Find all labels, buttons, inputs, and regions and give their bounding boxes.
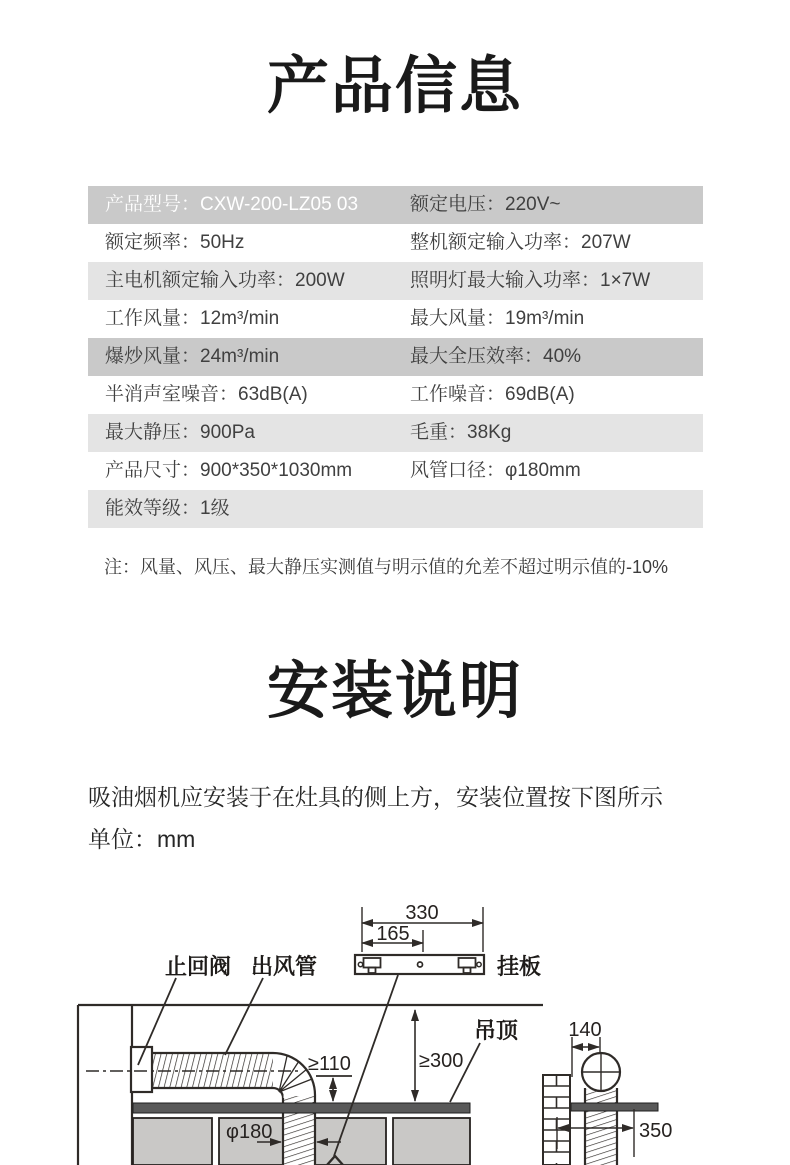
dim-300: ≥300 (419, 1050, 464, 1072)
dim-duct-diameter: φ180 (226, 1121, 273, 1143)
dim-300-group (415, 1010, 463, 1101)
table-row (88, 452, 703, 490)
spec-lamp-power: 照明灯最大输入功率：1×7W (410, 270, 651, 291)
spec-weight: 毛重：38Kg (410, 422, 512, 443)
dim-140: 140 (568, 1019, 602, 1041)
table-row (88, 262, 703, 300)
dim-110: ≥110 (308, 1053, 351, 1075)
spec-pressure-efficiency: 最大全压效率：40% (410, 346, 582, 367)
table-row (88, 490, 703, 528)
install-unit-label: 单位：mm (88, 826, 196, 852)
label-check-valve: 止回阀 (165, 954, 232, 979)
spec-note: 注：风量、风压、最大静压实测值与明示值的允差不超过明示值的-10% (104, 557, 669, 577)
page-title: 产品信息 (266, 52, 523, 121)
table-row (88, 186, 703, 224)
spec-frequency: 额定频率：50Hz (105, 232, 245, 253)
suspended-ceiling-bar (133, 1103, 470, 1113)
leader-outlet-duct (225, 978, 263, 1055)
label-suspended-ceiling: 吊顶 (474, 1018, 519, 1043)
spec-table (88, 186, 703, 528)
table-row (88, 338, 703, 376)
spec-duct-diameter: 风管口径：φ180mm (410, 460, 581, 481)
spec-motor-power: 主电机额定输入功率：200W (105, 270, 345, 291)
dim-165: 165 (376, 923, 410, 945)
dim-330: 330 (405, 902, 439, 924)
install-description: 吸油烟机应安装于在灶具的侧上方，安装位置按下图所示 (88, 784, 663, 810)
spec-lab-noise: 半消声室噪音：63dB(A) (105, 384, 308, 405)
plate-dimensions (362, 902, 483, 952)
spec-boost-airflow: 爆炒风量：24m³/min (105, 346, 280, 367)
side-duct-drawing (585, 1088, 617, 1165)
table-row (88, 300, 703, 338)
label-hanging-plate: 挂板 (497, 954, 542, 979)
dim-350: 350 (639, 1120, 673, 1142)
table-row (88, 224, 703, 262)
spec-empty (393, 490, 703, 528)
outlet-duct-drawing (152, 1053, 315, 1098)
spec-total-power: 整机额定输入功率：207W (410, 232, 631, 253)
hanging-plate-drawing (355, 955, 484, 974)
spec-work-airflow: 工作风量：12m³/min (105, 308, 280, 329)
table-row (88, 376, 703, 414)
install-title: 安装说明 (266, 657, 523, 726)
duct-circle (581, 1052, 621, 1092)
spec-static-pressure: 最大静压：900Pa (105, 422, 255, 443)
installation-diagram (0, 880, 790, 1165)
check-valve-drawing (131, 1047, 152, 1092)
spec-energy-rating: 能效等级：1级 (105, 498, 230, 519)
spec-size: 产品尺寸：900*350*1030mm (105, 460, 353, 481)
spec-model: 产品型号：CXW-200-LZ05 03 (105, 194, 359, 215)
table-row (88, 414, 703, 452)
label-outlet-duct: 出风管 (251, 954, 318, 979)
spec-max-airflow: 最大风量：19m³/min (410, 308, 585, 329)
spec-voltage: 额定电压：220V~ (410, 194, 561, 215)
side-ceiling-bar (571, 1103, 658, 1111)
spec-work-noise: 工作噪音：69dB(A) (410, 384, 575, 405)
side-view (543, 1019, 672, 1165)
